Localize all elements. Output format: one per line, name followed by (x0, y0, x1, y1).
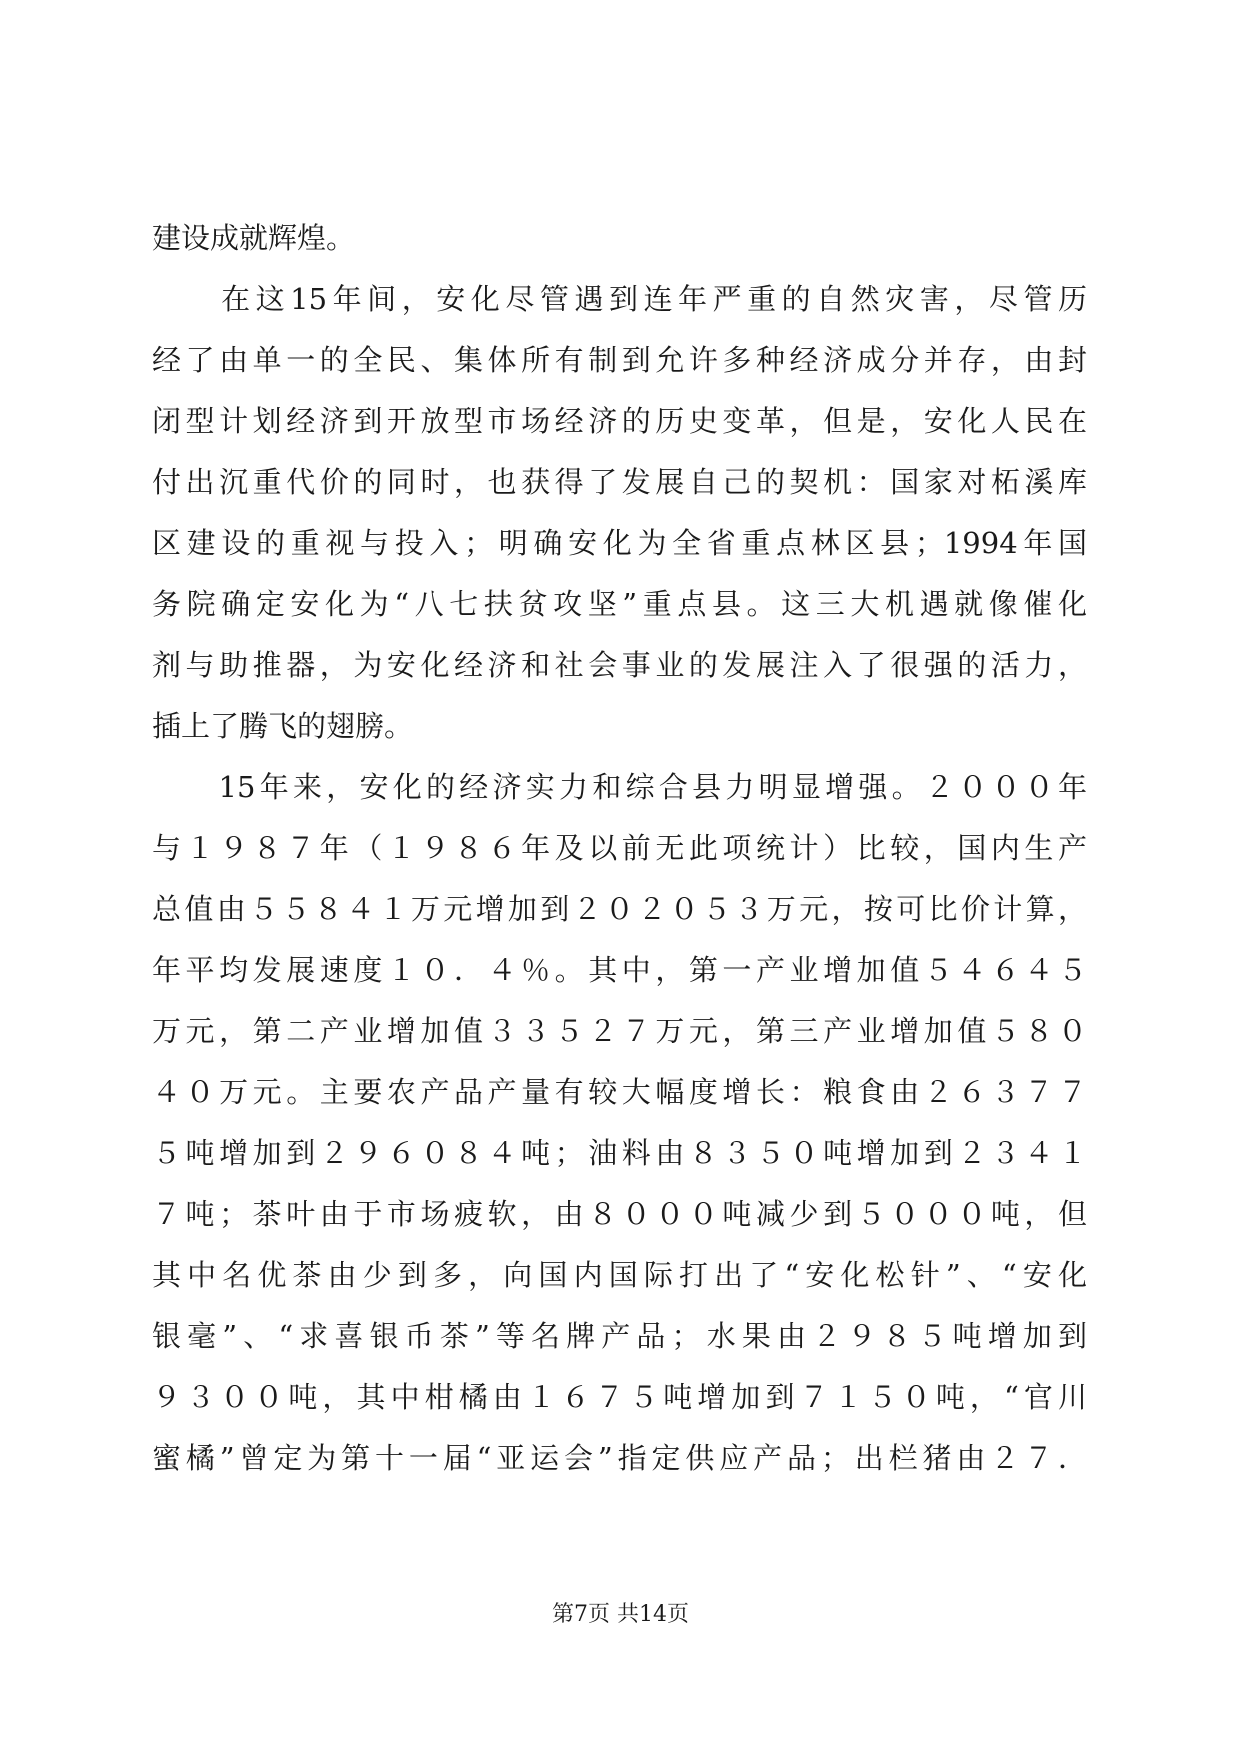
text-line: 万元，第二产业增加值３３５２７万元，第三产业增加值５８０ (152, 1014, 1087, 1048)
text-line: 其中名优茶由少到多，向国内国际打出了“安化松针”、“安化 (152, 1258, 1087, 1292)
document-body (152, 208, 1087, 1489)
text-line: 建设成就辉煌。 (152, 221, 356, 255)
paragraph-1 (152, 208, 1087, 269)
text-line: 年平均发展速度１０．４％。其中，第一产业增加值５４６４５ (152, 953, 1087, 987)
text-line: 在这15年间，安化尽管遇到连年严重的自然灾害，尽管历 (152, 282, 1087, 316)
text-line: ４０万元。主要农产品产量有较大幅度增长：粮食由２６３７７ (152, 1075, 1087, 1109)
text-line: 付出沉重代价的同时，也获得了发展自己的契机：国家对柘溪库 (152, 465, 1087, 499)
text-line: ９３００吨，其中柑橘由１６７５吨增加到７１５０吨，“官川 (152, 1380, 1087, 1414)
text-line: ５吨增加到２９６０８４吨；油料由８３５０吨增加到２３４１ (152, 1136, 1087, 1170)
text-line: 蜜橘”曾定为第十一届“亚运会”指定供应产品；出栏猪由２７． (152, 1441, 1087, 1475)
text-line: 区建设的重视与投入；明确安化为全省重点林区县；1994年国 (152, 526, 1087, 560)
text-line: 经了由单一的全民、集体所有制到允许多种经济成分并存，由封 (152, 343, 1087, 377)
text-line: 15年来，安化的经济实力和综合县力明显增强。２０００年 (152, 770, 1087, 804)
paragraph-2 (152, 269, 1087, 757)
text-line: 插上了腾飞的翅膀。 (152, 709, 414, 743)
page-number-footer: 第7页 共14页 (552, 1602, 689, 1627)
text-line: 总值由５５８４１万元增加到２０２０５３万元，按可比价计算， (152, 892, 1087, 926)
text-line: 务院确定安化为“八七扶贫攻坚”重点县。这三大机遇就像催化 (152, 587, 1087, 621)
paragraph-3 (152, 757, 1087, 1489)
text-line: 银毫”、“求喜银币茶”等名牌产品；水果由２９８５吨增加到 (152, 1319, 1087, 1353)
text-line: 与１９８７年（１９８６年及以前无此项统计）比较，国内生产 (152, 831, 1087, 865)
text-line: 闭型计划经济到开放型市场经济的历史变革，但是，安化人民在 (152, 404, 1087, 438)
text-line: ７吨；茶叶由于市场疲软，由８０００吨减少到５０００吨，但 (152, 1197, 1087, 1231)
text-line: 剂与助推器，为安化经济和社会事业的发展注入了很强的活力， (152, 648, 1087, 682)
